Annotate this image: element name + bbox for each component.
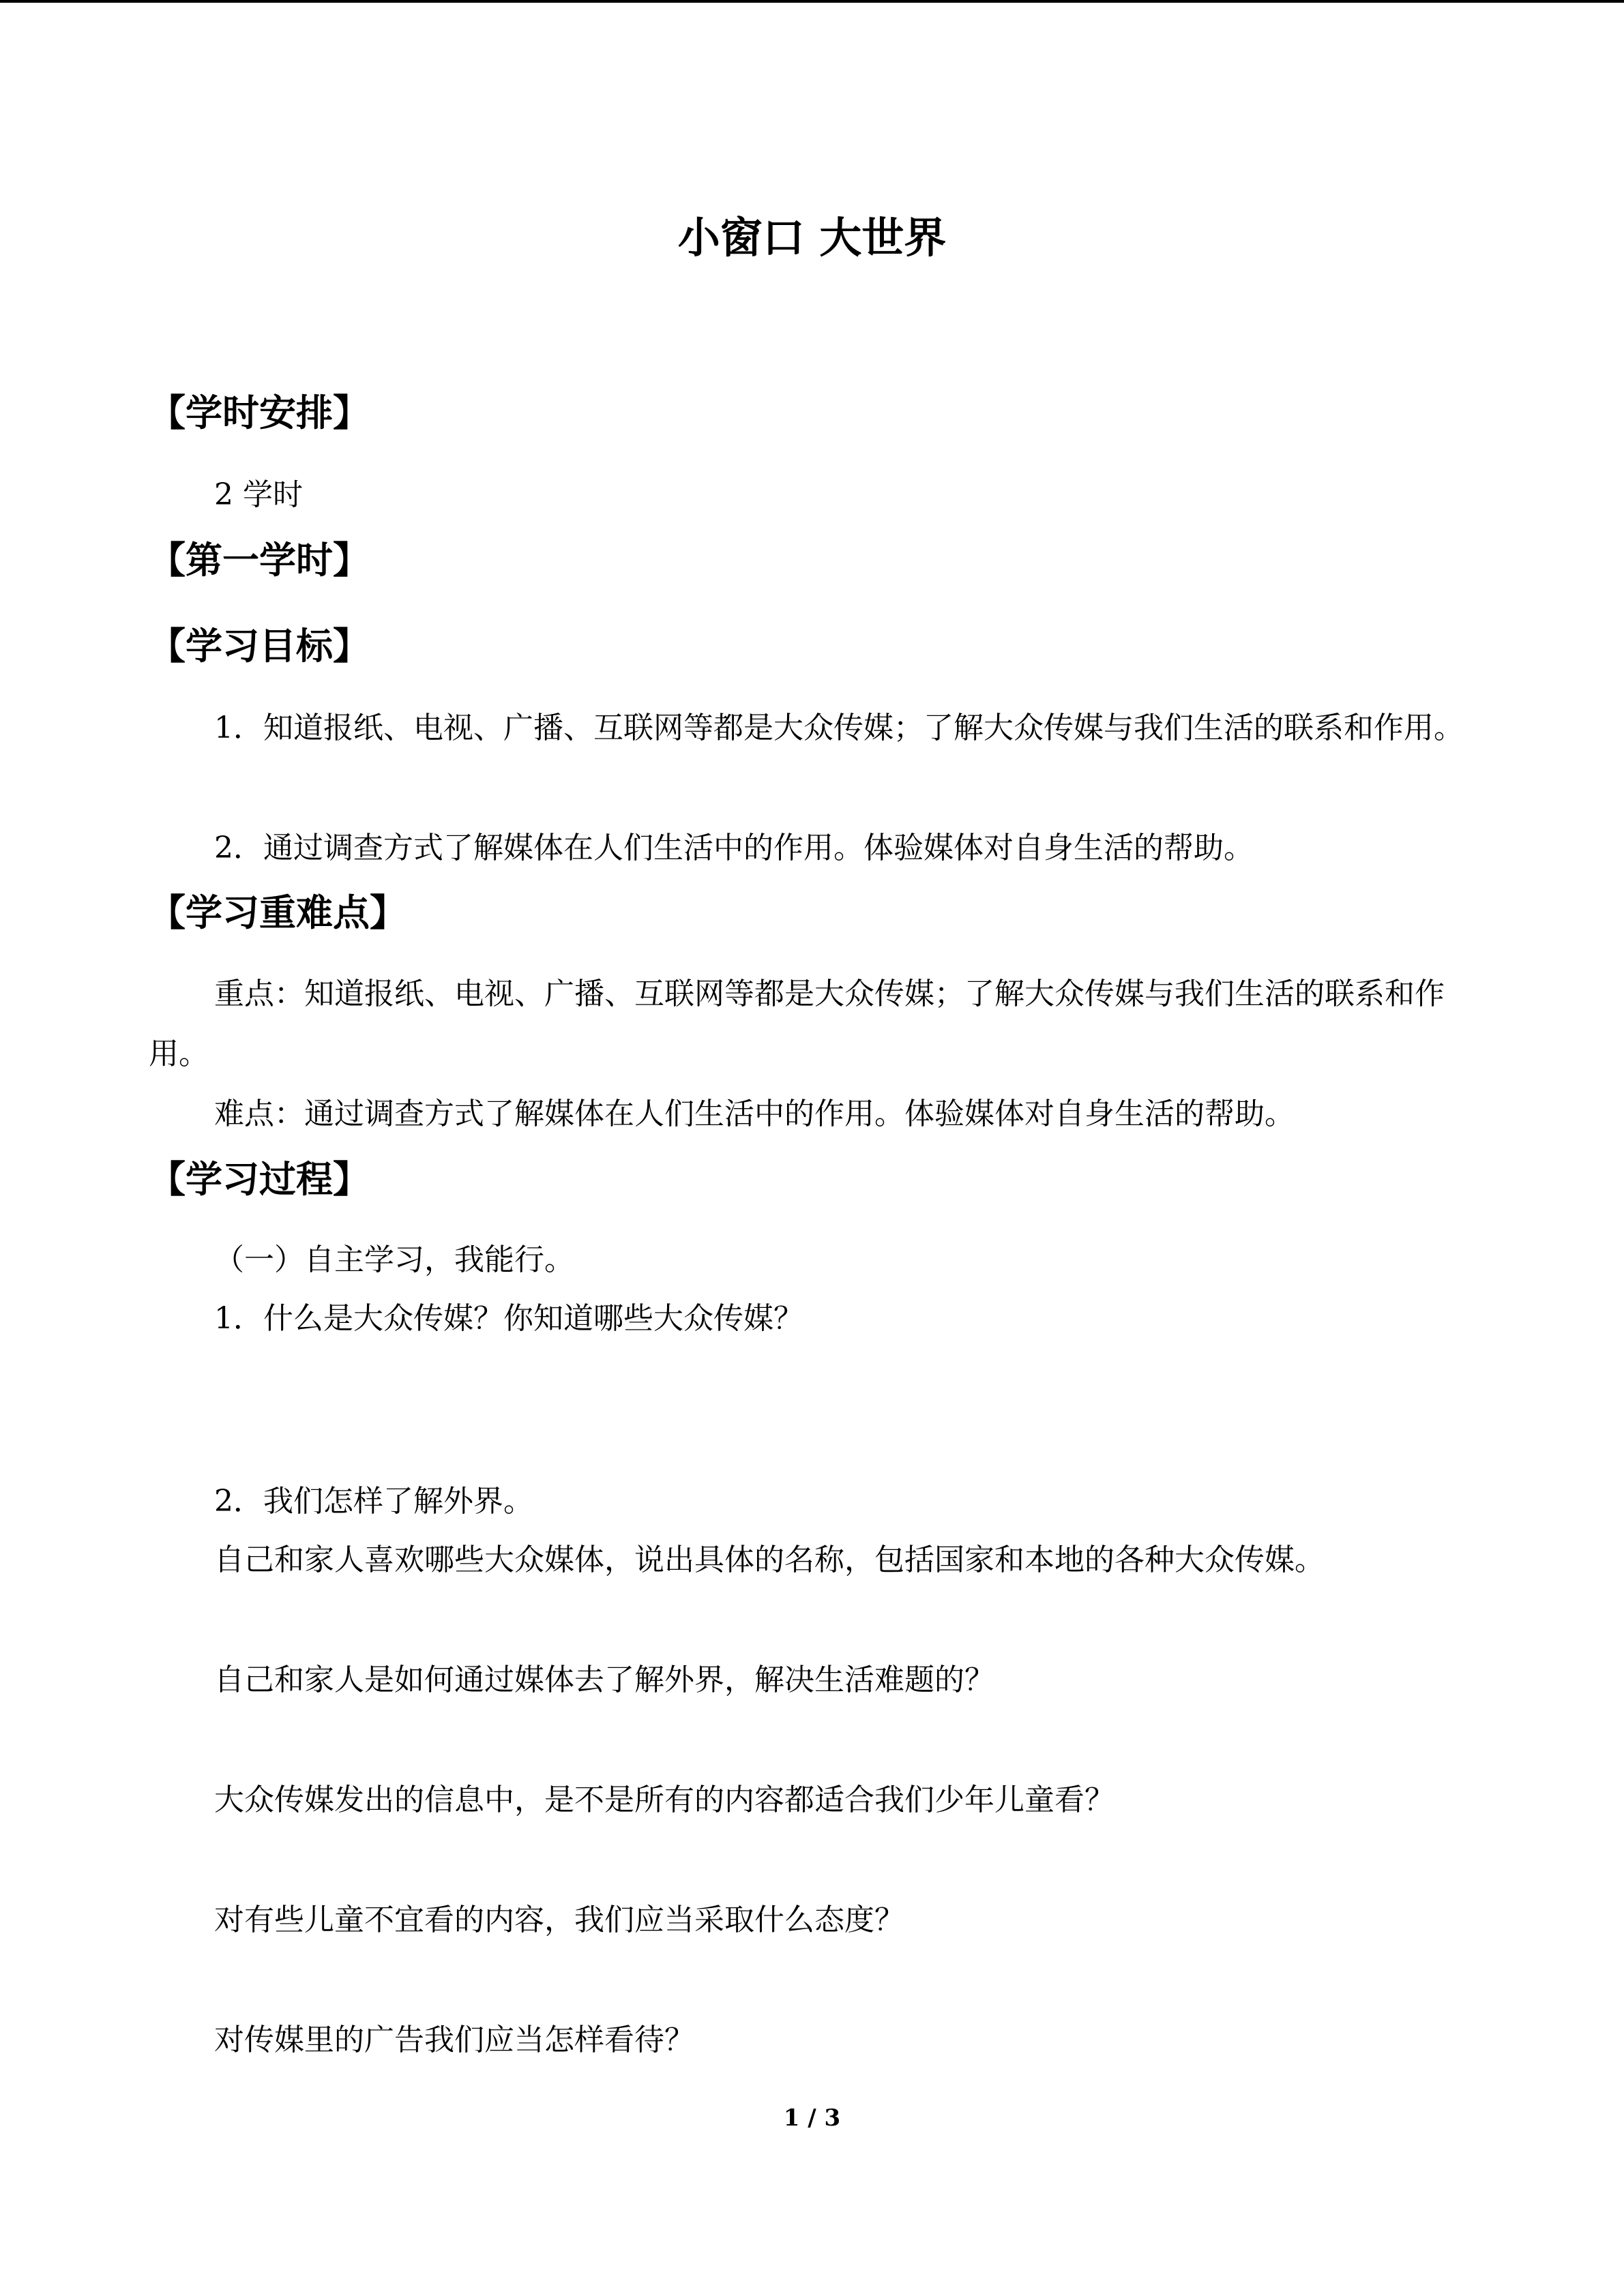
- process-line-1: （一）自主学习，我能行。: [214, 1242, 574, 1277]
- process-line-4: 自己和家人喜欢哪些大众媒体，说出具体的名称，包括国家和本地的各种大众传媒。: [214, 1542, 1325, 1577]
- difficulty-item: 难点：通过调查方式了解媒体在人们生活中的作用。体验媒体对自身生活的帮助。: [214, 1097, 1295, 1131]
- process-line-5: 自己和家人是如何通过媒体去了解外界，解决生活难题的？: [214, 1663, 994, 1697]
- process-line-7: 对有些儿童不宜看的内容，我们应当采取什么态度？: [214, 1903, 904, 1937]
- heading-objectives: 【学习目标】: [149, 625, 370, 668]
- objective-item-1: 1．知道报纸、电视、广播、互联网等都是大众传媒；了解大众传媒与我们生活的联系和作用。: [214, 711, 1464, 745]
- heading-process: 【学习过程】: [149, 1158, 370, 1201]
- process-line-3: 2．我们怎样了解外界。: [214, 1484, 533, 1519]
- objective-item-2: 2．通过调查方式了解媒体在人们生活中的作用。体验媒体对自身生活的帮助。: [214, 831, 1254, 865]
- document-title: 小窗口 大世界: [677, 213, 947, 263]
- heading-key-points: 【学习重难点】: [149, 891, 407, 934]
- process-line-8: 对传媒里的广告我们应当怎样看待？: [214, 2023, 694, 2057]
- process-line-6: 大众传媒发出的信息中，是不是所有的内容都适合我们少年儿童看？: [214, 1783, 1114, 1817]
- page-number: 1 / 3: [783, 2104, 841, 2132]
- top-border-line: [0, 0, 1624, 3]
- schedule-text: 2 学时: [214, 477, 303, 512]
- heading-first-lesson: 【第一学时】: [149, 539, 370, 582]
- heading-schedule: 【学时安排】: [149, 391, 370, 434]
- process-line-2: 1．什么是大众传媒？你知道哪些大众传媒？: [214, 1301, 803, 1336]
- key-point-item: 重点：知道报纸、电视、广播、互联网等都是大众传媒；了解大众传媒与我们生活的联系和作用。: [149, 976, 1445, 1071]
